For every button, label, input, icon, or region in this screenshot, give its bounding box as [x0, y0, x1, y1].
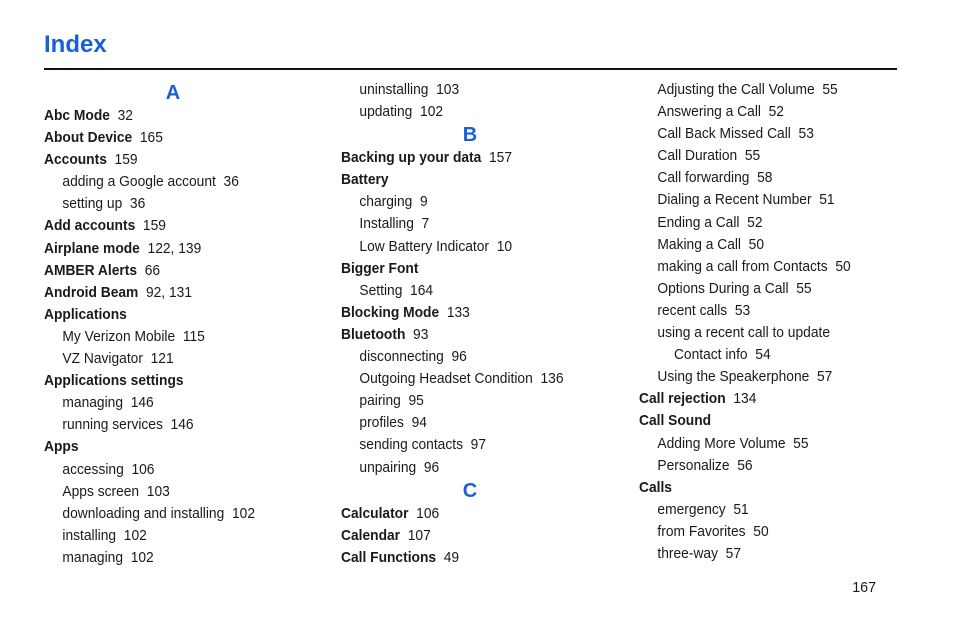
- entry-page-ref[interactable]: 96: [423, 458, 440, 476]
- entry-page-ref[interactable]: 146: [170, 416, 194, 434]
- entry-page-ref[interactable]: 50: [748, 235, 765, 253]
- entry-term: Call Functions: [341, 548, 437, 566]
- index-subentry: [44, 503, 283, 525]
- entry-page-ref[interactable]: 49: [443, 548, 460, 566]
- entry-term: installing: [62, 526, 117, 544]
- entry-page-ref[interactable]: 57: [816, 368, 833, 386]
- entry-term: profiles: [359, 414, 404, 432]
- index-subentry: [44, 414, 283, 436]
- entry-page-ref[interactable]: 66: [144, 261, 161, 279]
- entry-page-ref[interactable]: 164: [410, 281, 434, 299]
- entry-term: Making a Call: [657, 235, 742, 253]
- entry-page-ref[interactable]: 115: [182, 327, 205, 345]
- entry-page-ref[interactable]: 102: [130, 548, 154, 566]
- entry-term: Using the Speakerphone: [657, 368, 810, 386]
- entry-page-ref[interactable]: 53: [734, 301, 751, 319]
- index-subentry: [639, 455, 897, 477]
- entry-page-ref[interactable]: 50: [753, 522, 769, 540]
- page-title: Index: [44, 31, 107, 58]
- index-subentry: [639, 189, 897, 211]
- index-entry: [341, 258, 599, 280]
- index-entry: [639, 410, 897, 432]
- index-entry: [44, 215, 283, 237]
- entry-page-ref[interactable]: 95: [408, 392, 424, 410]
- entry-page-ref[interactable]: 32: [117, 107, 133, 124]
- entry-term: unpairing: [359, 458, 417, 476]
- index-entry: [341, 503, 599, 525]
- index-subentry: [639, 366, 897, 388]
- entry-page-ref[interactable]: 136: [540, 370, 564, 388]
- entry-page-ref[interactable]: 7: [421, 215, 430, 233]
- index-entry: [341, 169, 599, 191]
- entry-term: Adjusting the Call Volume: [657, 81, 815, 98]
- entry-page-ref[interactable]: 102: [231, 504, 255, 522]
- entry-term: managing: [62, 394, 124, 412]
- entry-page-ref[interactable]: 58: [757, 169, 773, 187]
- index-column-3: [639, 79, 919, 565]
- entry-term: sending contacts: [359, 436, 463, 454]
- entry-term: managing: [62, 548, 124, 566]
- entry-term: Android Beam: [44, 283, 139, 301]
- entry-term: Apps: [44, 438, 79, 456]
- entry-page-ref[interactable]: 51: [733, 500, 749, 518]
- index-entry: [44, 260, 283, 282]
- entry-term: charging: [359, 193, 413, 211]
- index-subentry: [341, 236, 599, 258]
- index-entry: [341, 147, 599, 169]
- entry-page-ref[interactable]: 55: [793, 434, 809, 452]
- entry-page-ref[interactable]: 9: [420, 193, 428, 211]
- entry-term: accessing: [62, 460, 124, 478]
- index-entry: [44, 127, 283, 149]
- entry-term: Calculator: [341, 504, 409, 522]
- entry-page-ref[interactable]: 94: [411, 414, 427, 432]
- entry-term: Setting: [359, 281, 403, 299]
- entry-page-ref[interactable]: 146: [130, 394, 154, 412]
- entry-term: Blocking Mode: [341, 303, 440, 321]
- entry-term: Accounts: [44, 151, 107, 169]
- title-divider: [44, 68, 897, 70]
- index-entry: [341, 324, 599, 346]
- index-subentry: [341, 434, 599, 456]
- entry-page-ref[interactable]: 159: [114, 151, 138, 169]
- entry-page-ref[interactable]: 102: [420, 103, 444, 121]
- entry-term: making a call from Contacts: [657, 257, 828, 275]
- index-subentry: [44, 348, 283, 370]
- entry-page-ref[interactable]: 157: [489, 149, 513, 167]
- index-subentry: [639, 123, 897, 145]
- entry-term: Calendar: [341, 526, 401, 544]
- entry-term: Backing up your data: [341, 149, 482, 167]
- entry-page-ref[interactable]: 92, 131: [145, 283, 193, 301]
- entry-term: using a recent call to update: [657, 324, 831, 342]
- index-subentry: [639, 499, 897, 521]
- entry-term: About Device: [44, 129, 133, 147]
- entry-term: Battery: [341, 171, 389, 189]
- entry-page-ref[interactable]: 121: [150, 350, 174, 368]
- entry-page-ref[interactable]: 55: [744, 147, 761, 165]
- index-entry: [639, 388, 897, 410]
- entry-term: pairing: [359, 392, 401, 410]
- index-entry: [44, 370, 283, 392]
- entry-term: running services: [62, 416, 163, 434]
- entry-term: AMBER Alerts: [44, 261, 138, 279]
- index-subentry: [341, 457, 599, 479]
- index-entry: [639, 477, 897, 499]
- entry-term: Call rejection: [639, 390, 726, 408]
- entry-page-ref[interactable]: 134: [733, 390, 757, 408]
- entry-term: recent calls: [657, 301, 728, 319]
- entry-term: Dialing a Recent Number: [657, 191, 812, 209]
- entry-page-ref[interactable]: 165: [139, 129, 163, 147]
- index-subentry: [341, 368, 599, 390]
- entry-term: Add accounts: [44, 217, 136, 235]
- page-number: 167: [852, 579, 876, 596]
- index-column-2: [341, 79, 621, 569]
- entry-page-ref[interactable]: 159: [142, 217, 166, 235]
- entry-term: Outgoing Headset Condition: [359, 370, 533, 388]
- index-subentry: [44, 171, 283, 193]
- entry-page-ref[interactable]: 55: [822, 81, 838, 98]
- entry-term: My Verizon Mobile: [62, 327, 176, 345]
- index-entry: [341, 547, 599, 569]
- entry-term: Answering a Call: [657, 103, 761, 121]
- entry-page-ref[interactable]: 103: [146, 482, 170, 500]
- index-subentry: [639, 212, 897, 234]
- entry-term: from Favorites: [657, 522, 746, 540]
- entry-page-ref[interactable]: 52: [747, 213, 763, 231]
- index-subentry: [341, 213, 599, 235]
- index-subentry: [341, 191, 599, 213]
- entry-page-ref[interactable]: 96: [451, 348, 467, 366]
- index-subentry: [639, 167, 897, 189]
- entry-term: three-way: [657, 544, 718, 562]
- index-entry: [44, 436, 283, 458]
- index-subentry: [639, 256, 897, 278]
- index-subentry: [341, 412, 599, 434]
- entry-page-ref[interactable]: 106: [131, 460, 155, 478]
- entry-term: Call forwarding: [657, 169, 750, 187]
- entry-term: downloading and installing: [62, 504, 225, 522]
- entry-term: Call Duration: [657, 147, 738, 165]
- index-subentry: [44, 193, 283, 215]
- entry-term: Personalize: [657, 456, 730, 474]
- section-letter: B: [462, 124, 478, 147]
- index-subentry: [341, 79, 599, 101]
- index-subentry: [639, 322, 897, 344]
- index-subentry: [44, 525, 283, 547]
- entry-page-ref[interactable]: 36: [129, 195, 146, 213]
- index-entry: [44, 149, 283, 171]
- index-entry: [341, 302, 599, 324]
- index-subentry: [639, 234, 897, 256]
- index-subentry: [639, 145, 897, 167]
- entry-term: Abc Mode: [44, 107, 110, 124]
- entry-term: Apps screen: [62, 482, 140, 500]
- index-subentry: [44, 547, 283, 569]
- entry-term: uninstalling: [359, 81, 429, 98]
- entry-term: Calls: [639, 478, 672, 496]
- entry-page-ref[interactable]: 56: [737, 456, 753, 474]
- entry-term: Ending a Call: [657, 213, 740, 231]
- entry-page-ref[interactable]: 53: [798, 125, 814, 143]
- entry-page-ref[interactable]: 103: [436, 81, 460, 98]
- entry-page-ref[interactable]: 122, 139: [147, 239, 202, 257]
- index-entry: [44, 105, 283, 127]
- entry-page-ref[interactable]: 107: [407, 526, 431, 544]
- entry-page-ref[interactable]: 106: [416, 504, 440, 522]
- entry-term: Applications settings: [44, 372, 184, 390]
- entry-page-ref[interactable]: 133: [446, 303, 470, 321]
- index-subentry: [639, 344, 897, 366]
- entry-page-ref[interactable]: 57: [725, 544, 742, 562]
- entry-term: emergency: [657, 500, 726, 518]
- entry-term: Installing: [359, 215, 414, 233]
- entry-term: disconnecting: [359, 348, 444, 366]
- entry-term: adding a Google account: [62, 173, 216, 191]
- index-subentry: [44, 392, 283, 414]
- entry-term: Adding More Volume: [657, 434, 786, 452]
- entry-page-ref[interactable]: 50: [835, 257, 851, 275]
- index-subentry: [639, 543, 897, 565]
- entry-term: VZ Navigator: [62, 350, 143, 368]
- entry-term: Call Back Missed Call: [657, 125, 791, 143]
- entry-term: updating: [359, 103, 413, 121]
- index-entry: [341, 525, 599, 547]
- index-subentry: [639, 278, 897, 300]
- index-subentry: [639, 433, 897, 455]
- index-entry: [44, 282, 283, 304]
- entry-page-ref[interactable]: 54: [755, 346, 771, 364]
- entry-page-ref[interactable]: 10: [496, 237, 513, 255]
- index-subentry: [341, 280, 599, 302]
- index-subentry: [341, 390, 599, 412]
- entry-term: Airplane mode: [44, 239, 140, 257]
- entry-term: Applications: [44, 305, 127, 323]
- entry-page-ref[interactable]: 51: [819, 191, 835, 209]
- entry-term: Bluetooth: [341, 325, 406, 343]
- entry-page-ref[interactable]: 93: [413, 325, 429, 343]
- index-subentry: [341, 101, 599, 123]
- index-subentry: [639, 521, 897, 543]
- entry-page-ref[interactable]: 102: [123, 526, 147, 544]
- index-subentry: [44, 459, 283, 481]
- index-subentry: [44, 326, 283, 348]
- entry-page-ref[interactable]: 36: [223, 173, 239, 191]
- index-subentry: [341, 346, 599, 368]
- index-subentry: [639, 101, 897, 123]
- entry-term: Contact info: [673, 346, 748, 364]
- index-subentry: [639, 300, 897, 322]
- entry-term: Bigger Font: [341, 259, 419, 277]
- index-entry: [44, 304, 283, 326]
- entry-term: Options During a Call: [657, 279, 789, 297]
- section-letter: C: [462, 479, 478, 502]
- index-subentry: [639, 79, 897, 101]
- index-entry: [44, 238, 283, 260]
- section-letter: A: [165, 82, 181, 104]
- entry-term: setting up: [62, 195, 123, 213]
- index-subentry: [44, 481, 283, 503]
- entry-term: Call Sound: [639, 412, 712, 430]
- entry-page-ref[interactable]: 55: [796, 279, 812, 297]
- entry-page-ref[interactable]: 97: [470, 436, 487, 454]
- entry-page-ref[interactable]: 52: [768, 103, 784, 121]
- index-column-1: [44, 79, 304, 569]
- entry-term: Low Battery Indicator: [359, 237, 490, 255]
